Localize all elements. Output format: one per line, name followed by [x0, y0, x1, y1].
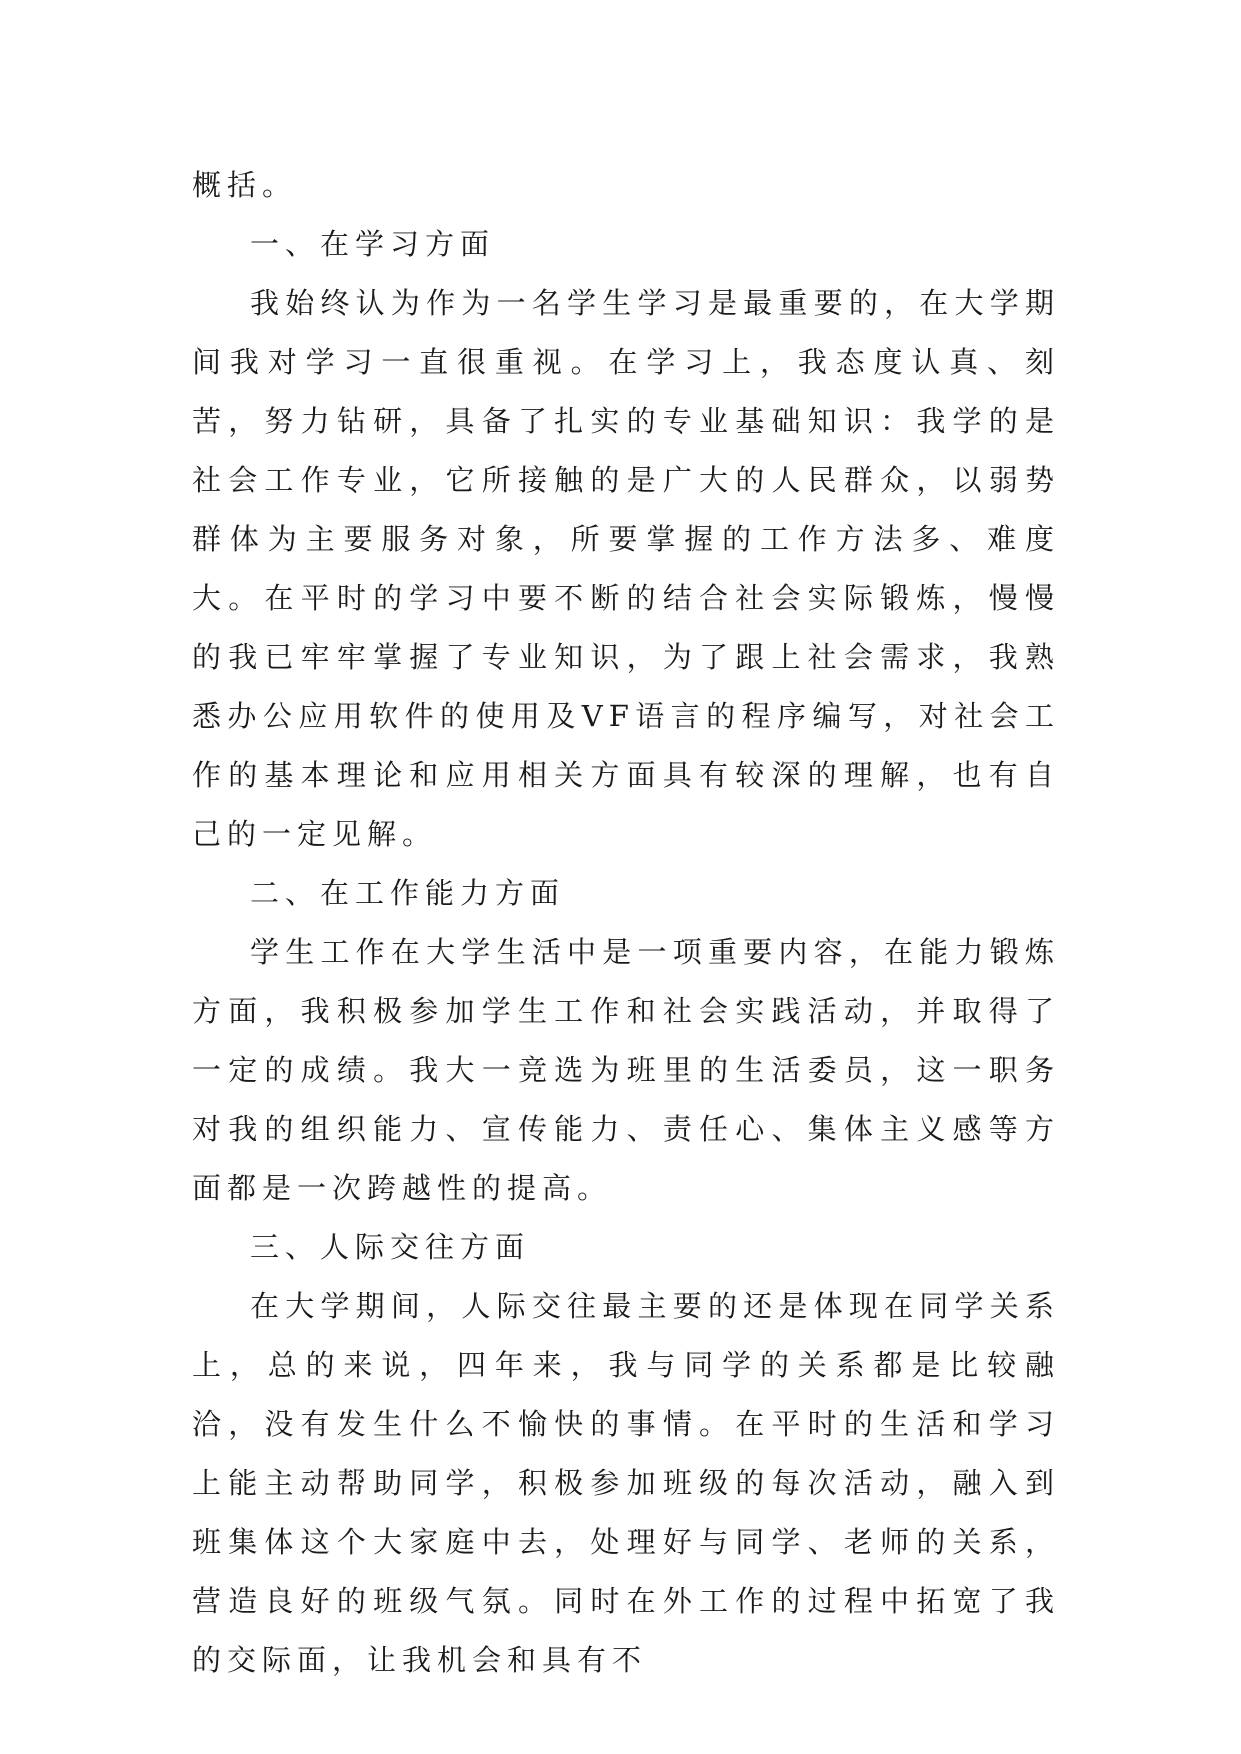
paragraph-study: 我始终认为作为一名学生学习是最重要的，在大学期间我对学习一直很重视。在学习上，我态度认真、刻苦，努力钻研，具备了扎实的专业基础知识：我学的是社会工作专业，它所接触的是广大的人民群众，以弱势群体为主要服务对象，所要掌握的工作方法多、难度大。在平时的学习中要不断的结合社会实际锻炼，慢慢的我已牢牢掌握了专业知识，为了跟上社会需求，我熟悉办公应用软件的使用及VF语言的程序编写，对社会工作的基本理论和应用相关方面具有较深的理解，也有自己的一定见解。	[192, 286, 1060, 851]
document-body	[192, 156, 1060, 1690]
section-heading-work-ability: 二、在工作能力方面	[250, 876, 566, 910]
section-heading-interpersonal: 三、人际交往方面	[250, 1230, 531, 1264]
paragraph-work-ability: 学生工作在大学生活中是一项重要内容，在能力锻炼方面，我积极参加学生工作和社会实践活动，并取得了一定的成绩。我大一竞选为班里的生活委员，这一职务对我的组织能力、宣传能力、责任心、集体主义感等方面都是一次跨越性的提高。	[192, 935, 1060, 1205]
paragraph-interpersonal: 在大学期间，人际交往最主要的还是体现在同学关系上，总的来说，四年来，我与同学的关系都是比较融洽，没有发生什么不愉快的事情。在平时的生活和学习上能主动帮助同学，积极参加班级的每次活动，融入到班集体这个大家庭中去，处理好与同学、老师的关系，营造良好的班级气氛。同时在外工作的过程中拓宽了我的交际面，让我机会和具有不	[192, 1289, 1060, 1677]
continuation-paragraph: 概括。	[192, 168, 298, 202]
section-heading-study: 一、在学习方面	[250, 227, 496, 261]
